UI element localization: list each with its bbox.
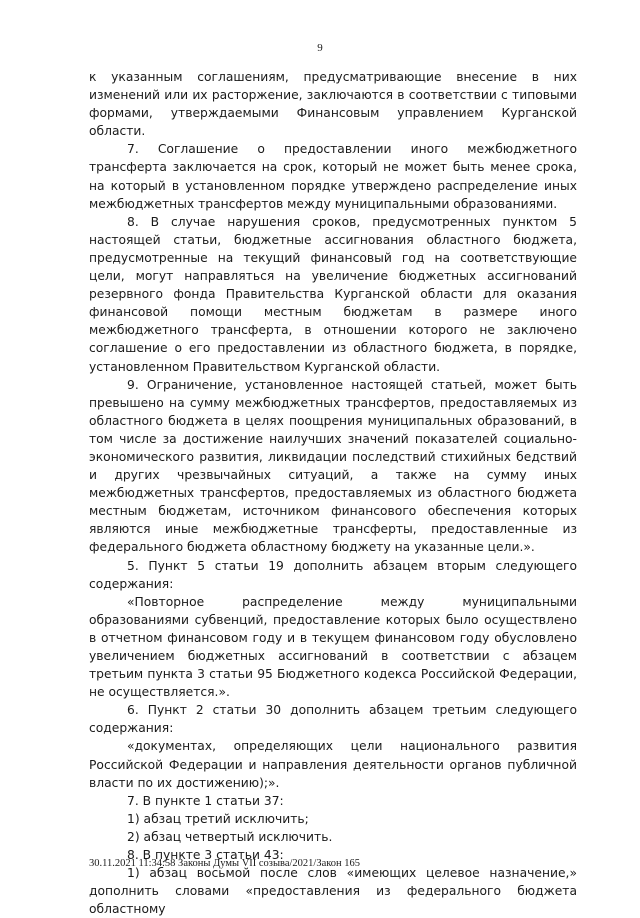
- paragraph-item-9: 9. Ограничение, установленное настоящей статьей, может быть превышено на сумму межбюджетных трансфертов, предоставляемых из областного бюджета в целях поощрения муниципальных образований, в том числе за достижение наилучших значений показателей социально-экономического развития, ликвидации последствий стихийных бедствий и других чрезвычайных ситуаций, а также на сумму иных межбюджетных трансфертов, предоставляемых из областного бюджета местным бюджетам, источником финансового обеспечения которых являются иные межбюджетные трансферты, предоставленные из федерального бюджета областному бюджету на указанные цели.».: [89, 377, 577, 555]
- paragraph-amendment-6: 6. Пункт 2 статьи 30 дополнить абзацем третьим следующего содержания:: [89, 703, 577, 736]
- page-number: 9: [317, 42, 323, 54]
- document-footer: 30.11.2021 11:34:58 Законы Думы VII созыва/2021/Закон 165: [89, 858, 361, 869]
- paragraph-amendment-5: 5. Пункт 5 статьи 19 дополнить абзацем вторым следующего содержания:: [89, 558, 577, 591]
- paragraph-amendment-8: 8. В пункте 3 статьи 43:: [127, 848, 284, 863]
- paragraph-item-7: 7. Соглашение о предоставлении иного межбюджетного трансферта заключается на срок, который не может быть менее срока, на который в установленном порядке утверждено распределение иных межбюджетных трансфертов между муниципальными образованиями.: [89, 142, 577, 211]
- document-body: [89, 68, 577, 918]
- paragraph-subitem-1: 1) абзац третий исключить;: [127, 811, 309, 826]
- paragraph-quoted-text: «Повторное распределение между муниципальными образованиями субвенций, предоставление которых было осуществлено в отчетном финансовом году и в текущем финансовом году обусловлено увеличением бюджетных ассигнований в соответствии с абзацем третьим пункта 3 статьи 95 Бюджетного кодекса Российской Федерации, не осуществляется.».: [89, 594, 577, 700]
- paragraph-subitem-1: 1) абзац восьмой после слов «имеющих целевое назначение,» дополнить словами «предоставления из федерального бюджета областному: [89, 866, 577, 917]
- paragraph-amendment-7: 7. В пункте 1 статьи 37:: [127, 793, 284, 808]
- paragraph-quoted-text: «документах, определяющих цели национального развития Российской Федерации и направления деятельности органов публичной власти по их достижению);».: [89, 739, 577, 790]
- paragraph-item-8: 8. В случае нарушения сроков, предусмотренных пунктом 5 настоящей статьи, бюджетные ассигнования областного бюджета, предусмотренные на текущий финансовый год на соответствующие цели, могут направляться на увеличение бюджетных ассигнований резервного фонда Правительства Курганской области для оказания финансовой помощи местным бюджетам в размере иного межбюджетного трансферта, в отношении которого не заключено соглашение о его предоставлении из областного бюджета, в порядке, установленном Правительством Курганской области.: [89, 214, 577, 374]
- paragraph-subitem-2: 2) абзац четвертый исключить.: [127, 829, 333, 844]
- paragraph-continuation: к указанным соглашениям, предусматривающие внесение в них изменений или их расторжение, заключаются в соответствии с типовыми формами, утверждаемыми Финансовым управлением Курганской области.: [89, 70, 577, 139]
